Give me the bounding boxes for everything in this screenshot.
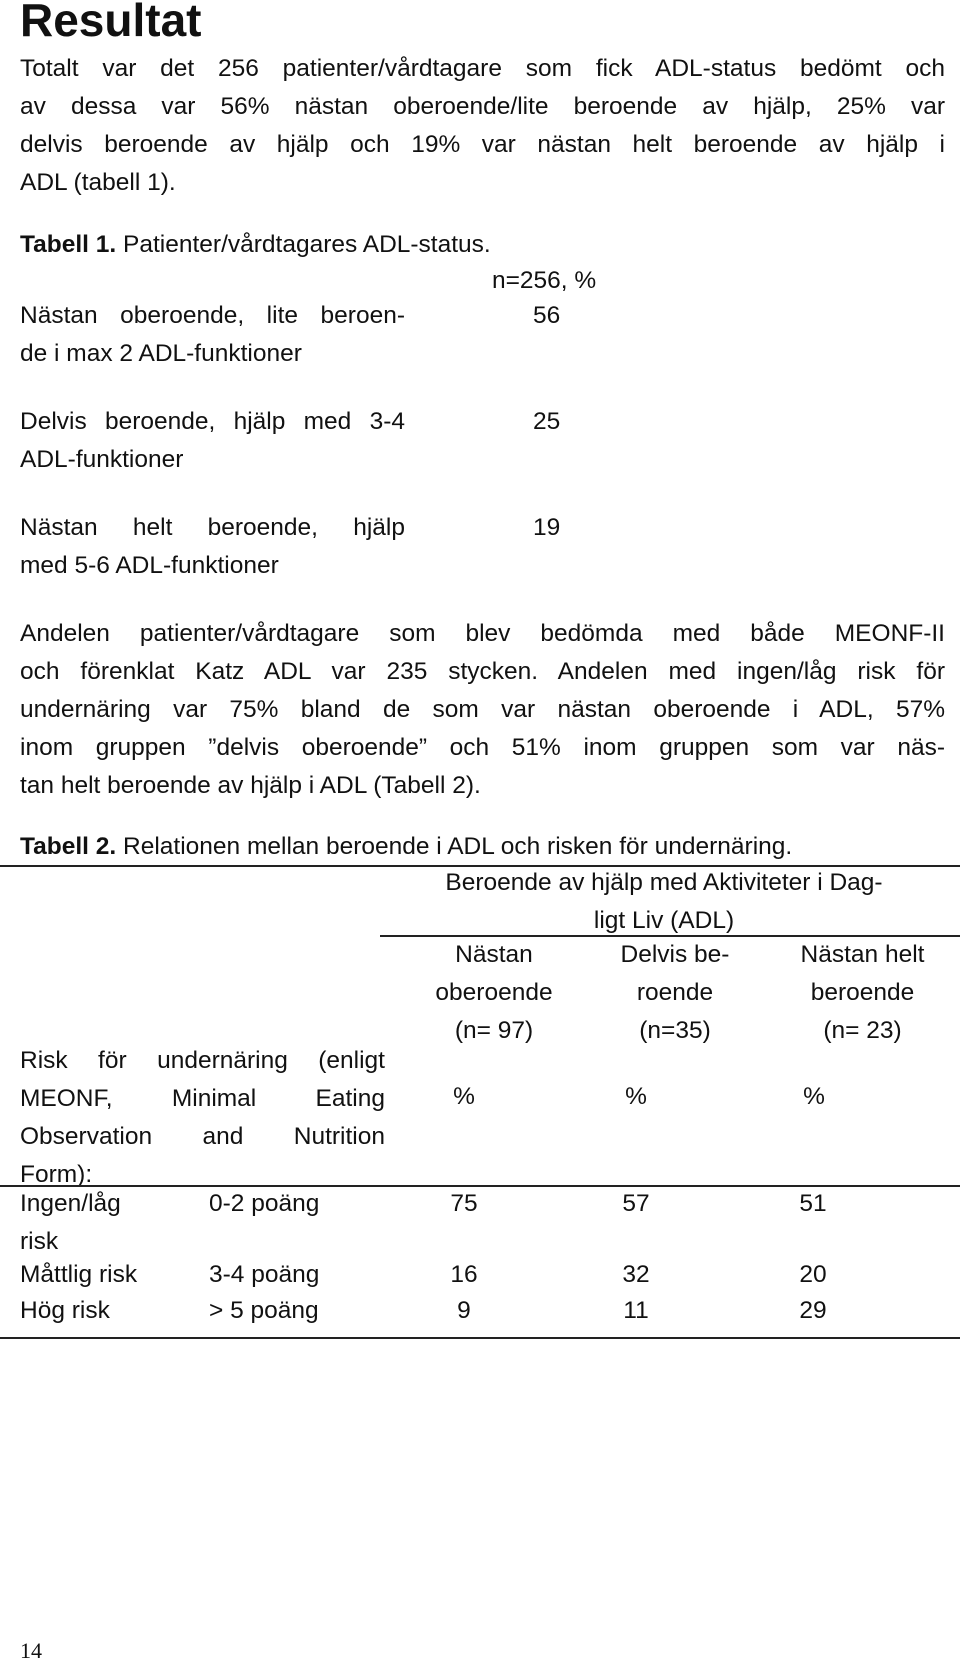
table2-row-points: 3-4 poäng xyxy=(209,1261,320,1288)
table2-row-label: Måttlig risk xyxy=(20,1261,138,1288)
table1-row-label: Delvis beroende, hjälp med 3-4 ADL-funktioner xyxy=(20,408,405,473)
intro-paragraph xyxy=(20,50,945,202)
table1-row-label: Nästan helt beroende, hjälp med 5-6 ADL-funktioner xyxy=(20,514,405,579)
table2-cell: 9 xyxy=(457,1297,471,1324)
table2-column-header: Nästan oberoende (n= 97) xyxy=(435,941,553,1044)
page-number: 14 xyxy=(20,1638,42,1663)
table2-unit: % xyxy=(625,1083,647,1110)
table2-unit: % xyxy=(803,1083,825,1110)
table1-caption-text: Patienter/vårdtagares ADL-status. xyxy=(116,231,491,258)
table2-cell: 32 xyxy=(622,1261,650,1288)
middle-line: och förenklat Katz ADL var 235 stycken. Andelen med ingen/låg risk för xyxy=(20,658,945,685)
table2-bottom-rule xyxy=(0,1337,960,1339)
table1-row-label: Nästan oberoende, lite beroen- de i max 2 ADL-funktioner xyxy=(20,302,405,367)
table2-cell: 20 xyxy=(799,1261,827,1288)
table2-caption xyxy=(20,828,792,866)
intro-line: ADL (tabell 1). xyxy=(20,169,176,196)
intro-line: delvis beroende av hjälp och 19% var nästan helt beroende av hjälp i xyxy=(20,131,945,158)
table2-caption-text: Relationen mellan beroende i ADL och risken för undernäring. xyxy=(116,833,793,860)
middle-paragraph xyxy=(20,615,945,805)
table2-cell: 16 xyxy=(450,1261,478,1288)
table2-row-label: Ingen/låg risk xyxy=(20,1190,121,1255)
intro-line: av dessa var 56% nästan oberoende/lite beroende av hjälp, 25% var xyxy=(20,93,945,120)
table2-cell: 75 xyxy=(450,1190,478,1217)
middle-line: undernäring var 75% bland de som var nästan oberoende i ADL, 57% xyxy=(20,696,945,723)
intro-line: Totalt var det 256 patienter/vårdtagare som fick ADL-status bedömt och xyxy=(20,55,945,82)
table1-caption xyxy=(20,226,491,264)
middle-line: inom gruppen ”delvis oberoende” och 51% inom gruppen som var näs- xyxy=(20,734,945,761)
middle-line: tan helt beroende av hjälp i ADL (Tabell 2). xyxy=(20,772,481,799)
table1-caption-label: Tabell 1. xyxy=(20,231,117,258)
table2-unit: % xyxy=(453,1083,475,1110)
table2-risk-label: Risk för undernäring (enligt MEONF, Minimal Eating Observation and Nutrition Form): xyxy=(20,1047,385,1188)
table2-cell: 29 xyxy=(799,1297,827,1324)
table2-cell: 11 xyxy=(623,1297,649,1324)
table2-group-header: Beroende av hjälp med Aktiviteter i Dag- ligt Liv (ADL) xyxy=(445,869,883,934)
table2-row-points: > 5 poäng xyxy=(209,1297,319,1324)
table2-cell: 51 xyxy=(799,1190,827,1217)
table1-row-value: 19 xyxy=(533,514,561,541)
table2-row-points: 0-2 poäng xyxy=(209,1190,320,1217)
table1-row-value: 56 xyxy=(533,302,561,329)
table1-column-header: n=256, % xyxy=(492,267,597,294)
table2-row-label: Hög risk xyxy=(20,1297,110,1324)
table2-column-header: Delvis be- roende (n=35) xyxy=(620,941,730,1044)
middle-line: Andelen patienter/vårdtagare som blev bedömda med både MEONF-II xyxy=(20,620,945,647)
table1-row-value: 25 xyxy=(533,408,561,435)
table2-cell: 57 xyxy=(622,1190,650,1217)
table2-caption-label: Tabell 2. xyxy=(20,833,117,860)
table2-column-header: Nästan helt beroende (n= 23) xyxy=(800,941,925,1044)
page-heading: Resultat xyxy=(20,0,202,46)
